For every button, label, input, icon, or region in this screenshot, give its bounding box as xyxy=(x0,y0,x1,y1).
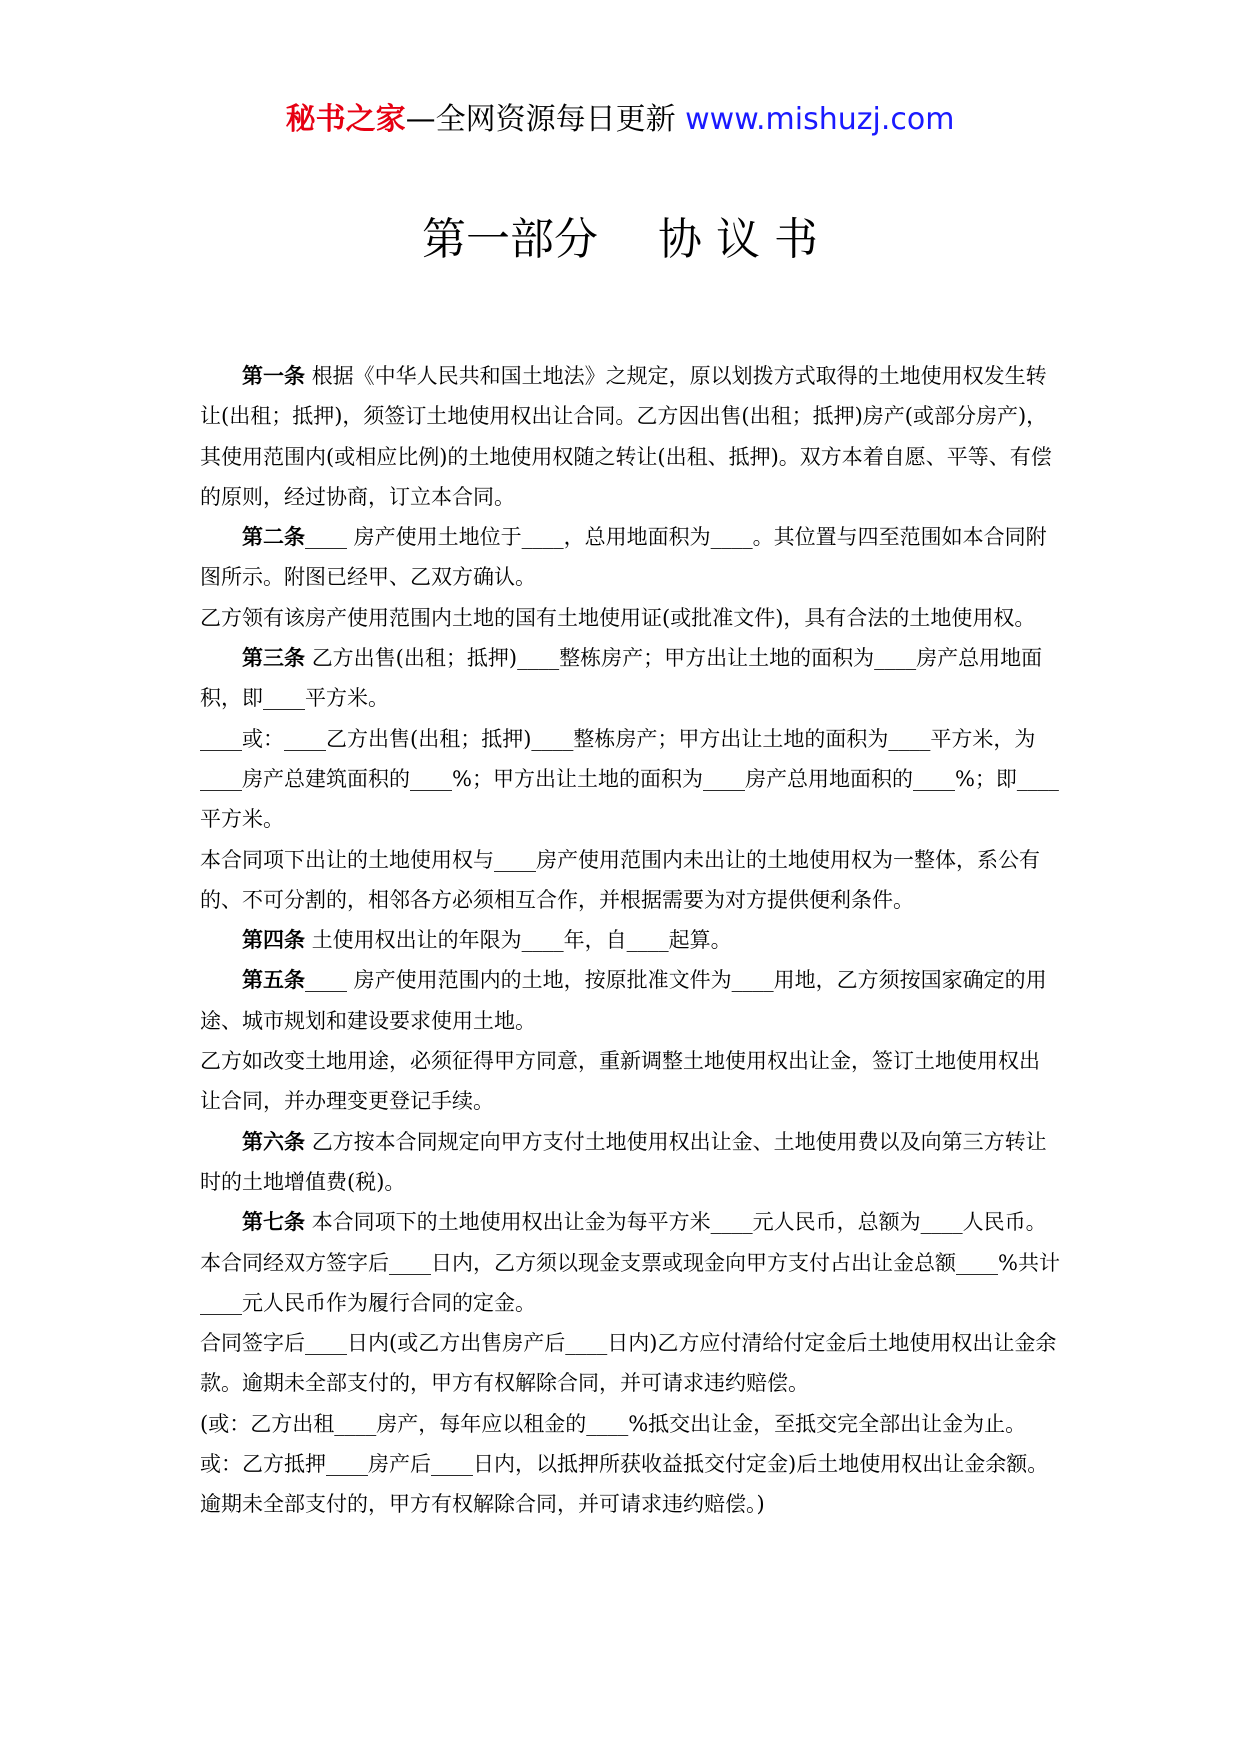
site-header xyxy=(0,100,1240,140)
article-label: 第一条 xyxy=(242,364,305,388)
site-url-link[interactable]: www.mishuzj.com xyxy=(685,102,955,137)
paragraph: 本合同项下出让的土地使用权与____房产使用范围内未出让的土地使用权为一整体，系公有的、不可分割的，相邻各方必须相互合作，并根据需要为对方提供便利条件。 xyxy=(200,847,1040,912)
article-3 xyxy=(200,638,1060,719)
article-text: 土使用权出让的年限为____年，自____起算。 xyxy=(311,928,732,953)
paragraph: 乙方如改变土地用途，必须征得甲方同意，重新调整土地使用权出让金，签订土地使用权出让合同，并办理变更登记手续。 xyxy=(200,1049,1040,1114)
title-part: 第一部分 xyxy=(422,214,598,265)
article-text: 乙方出售(出租；抵押)____整栋房产；甲方出让土地的面积为____房产总用地面积，即____平方米。 xyxy=(200,646,1043,711)
article-1 xyxy=(200,356,1060,517)
article-7 xyxy=(200,1202,1060,1242)
article-label: 第四条 xyxy=(242,928,305,953)
article-6 xyxy=(200,1122,1060,1203)
title-name: 协 议 书 xyxy=(658,214,818,265)
document-body xyxy=(200,356,1060,1525)
article-label: 第五条 xyxy=(242,968,305,993)
article-label: 第二条 xyxy=(242,525,305,550)
article-2 xyxy=(200,517,1060,598)
article-text: ____ 房产使用范围内的土地，按原批准文件为____用地，乙方须按国家确定的用途、城市规划和建设要求使用土地。 xyxy=(200,968,1047,1033)
article-5 xyxy=(200,960,1060,1041)
paragraph: ____或：____乙方出售(出租；抵押)____整栋房产；甲方出让土地的面积为____平方米，为____房产总建筑面积的____%；甲方出让土地的面积为____房产总用地面积的____%；即____平方米。 xyxy=(200,726,1059,832)
article-label: 第三条 xyxy=(242,646,305,671)
article-text: 乙方按本合同规定向甲方支付土地使用权出让金、土地使用费以及向第三方转让时的土地增值费(税)。 xyxy=(200,1129,1047,1194)
document-title xyxy=(0,212,1240,268)
paragraph: 乙方领有该房产使用范围内土地的国有土地使用证(或批准文件)，具有合法的土地使用权。 xyxy=(200,605,1036,630)
paragraph: 本合同经双方签字后____日内，乙方须以现金支票或现金向甲方支付占出让金总额____%共计____元人民币作为履行合同的定金。 xyxy=(200,1250,1060,1315)
article-4 xyxy=(200,920,1060,960)
article-text: ____ 房产使用土地位于____，总用地面积为____。其位置与四至范围如本合同附图所示。附图已经甲、乙双方确认。 xyxy=(200,525,1047,590)
article-text: 本合同项下的土地使用权出让金为每平方米____元人民币，总额为____人民币。 xyxy=(311,1210,1047,1235)
brand-name: 秘书之家 xyxy=(285,102,406,137)
header-tagline: —全网资源每日更新 xyxy=(405,102,676,137)
paragraph: (或：乙方出租____房产，每年应以租金的____%抵交出让金，至抵交完全部出让金为止。或：乙方抵押____房产后____日内，以抵押所获收益抵交付定金)后土地使用权出让金余额。逾期未全部支付的，甲方有权解除合同，并可请求违约赔偿。) xyxy=(200,1411,1049,1517)
article-label: 第六条 xyxy=(242,1129,305,1154)
article-label: 第七条 xyxy=(242,1210,305,1235)
article-text: 根据《中华人民共和国土地法》之规定，原以划拨方式取得的土地使用权发生转让(出租；抵押)，须签订土地使用权出让合同。乙方因出售(出租；抵押)房产(或部分房产)，其使用范围内(或相应比例)的土地使用权随之转让(出租、抵押)。双方本着自愿、平等、有偿的原则，经过协商，订立本合同。 xyxy=(200,364,1052,509)
paragraph: 合同签字后____日内(或乙方出售房产后____日内)乙方应付清给付定金后土地使用权出让金余款。逾期未全部支付的，甲方有权解除合同，并可请求违约赔偿。 xyxy=(200,1331,1057,1396)
